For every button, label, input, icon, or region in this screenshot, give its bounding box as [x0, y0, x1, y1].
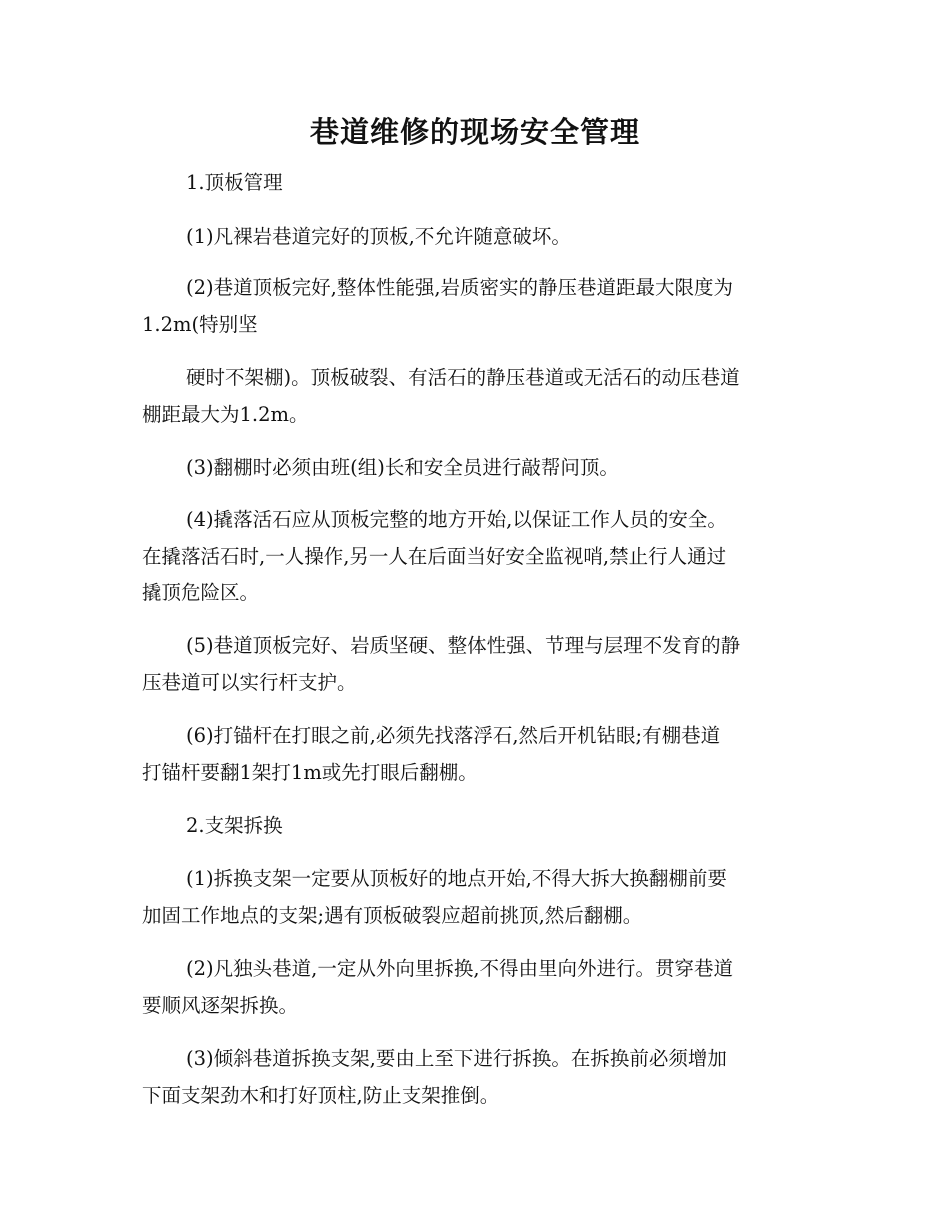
paragraph-line: (1)拆换支架一定要从顶板好的地点开始,不得大拆大换翻棚前要 — [186, 867, 727, 890]
paragraph-line: 下面支架劲木和打好顶柱,防止支架推倒。 — [142, 1084, 500, 1107]
paragraph-line: 棚距最大为1.2m。 — [142, 403, 309, 426]
document-title: 巷道维修的现场安全管理 — [309, 115, 640, 149]
paragraph-line: 硬时不架棚)。顶板破裂、有活石的静压巷道或无活石的动压巷道 — [186, 366, 740, 389]
paragraph-line: 撬顶危险区。 — [142, 581, 260, 604]
paragraph-line: (2)凡独头巷道,一定从外向里拆换,不得由里向外进行。贯穿巷道 — [186, 957, 734, 980]
paragraph-line: (2)巷道顶板完好,整体性能强,岩质密实的静压巷道距最大限度为 — [186, 276, 734, 299]
paragraph-line: 压巷道可以实行杆支护。 — [142, 671, 357, 694]
section-heading-roof: 1.顶板管理 — [186, 171, 283, 194]
paragraph-line: 要顺风逐架拆换。 — [142, 994, 299, 1017]
paragraph-line: (5)巷道顶板完好、岩质坚硬、整体性强、节理与层理不发育的静 — [186, 634, 741, 657]
paragraph-line: (3)翻棚时必须由班(组)长和安全员进行敲帮问顶。 — [186, 456, 619, 479]
paragraph-line: (3)倾斜巷道拆换支架,要由上至下进行拆换。在拆换前必须增加 — [186, 1047, 727, 1070]
paragraph-line: 1.2m(特别坚 — [142, 313, 258, 336]
paragraph-line: (6)打锚杆在打眼之前,必须先找落浮石,然后开机钻眼;有棚巷道 — [186, 724, 721, 747]
paragraph-line: 打锚杆要翻1架打1m或先打眼后翻棚。 — [142, 761, 478, 784]
paragraph-line: 在撬落活石时,一人操作,另一人在后面当好安全监视哨,禁止行人通过 — [142, 545, 727, 568]
section-heading-support: 2.支架拆换 — [186, 814, 283, 837]
paragraph-line: 加固工作地点的支架;遇有顶板破裂应超前挑顶,然后翻棚。 — [142, 904, 643, 927]
paragraph-line: (1)凡裸岩巷道完好的顶板,不允许随意破坏。 — [186, 225, 571, 248]
paragraph-line: (4)撬落活石应从顶板完整的地方开始,以保证工作人员的安全。 — [186, 508, 727, 531]
